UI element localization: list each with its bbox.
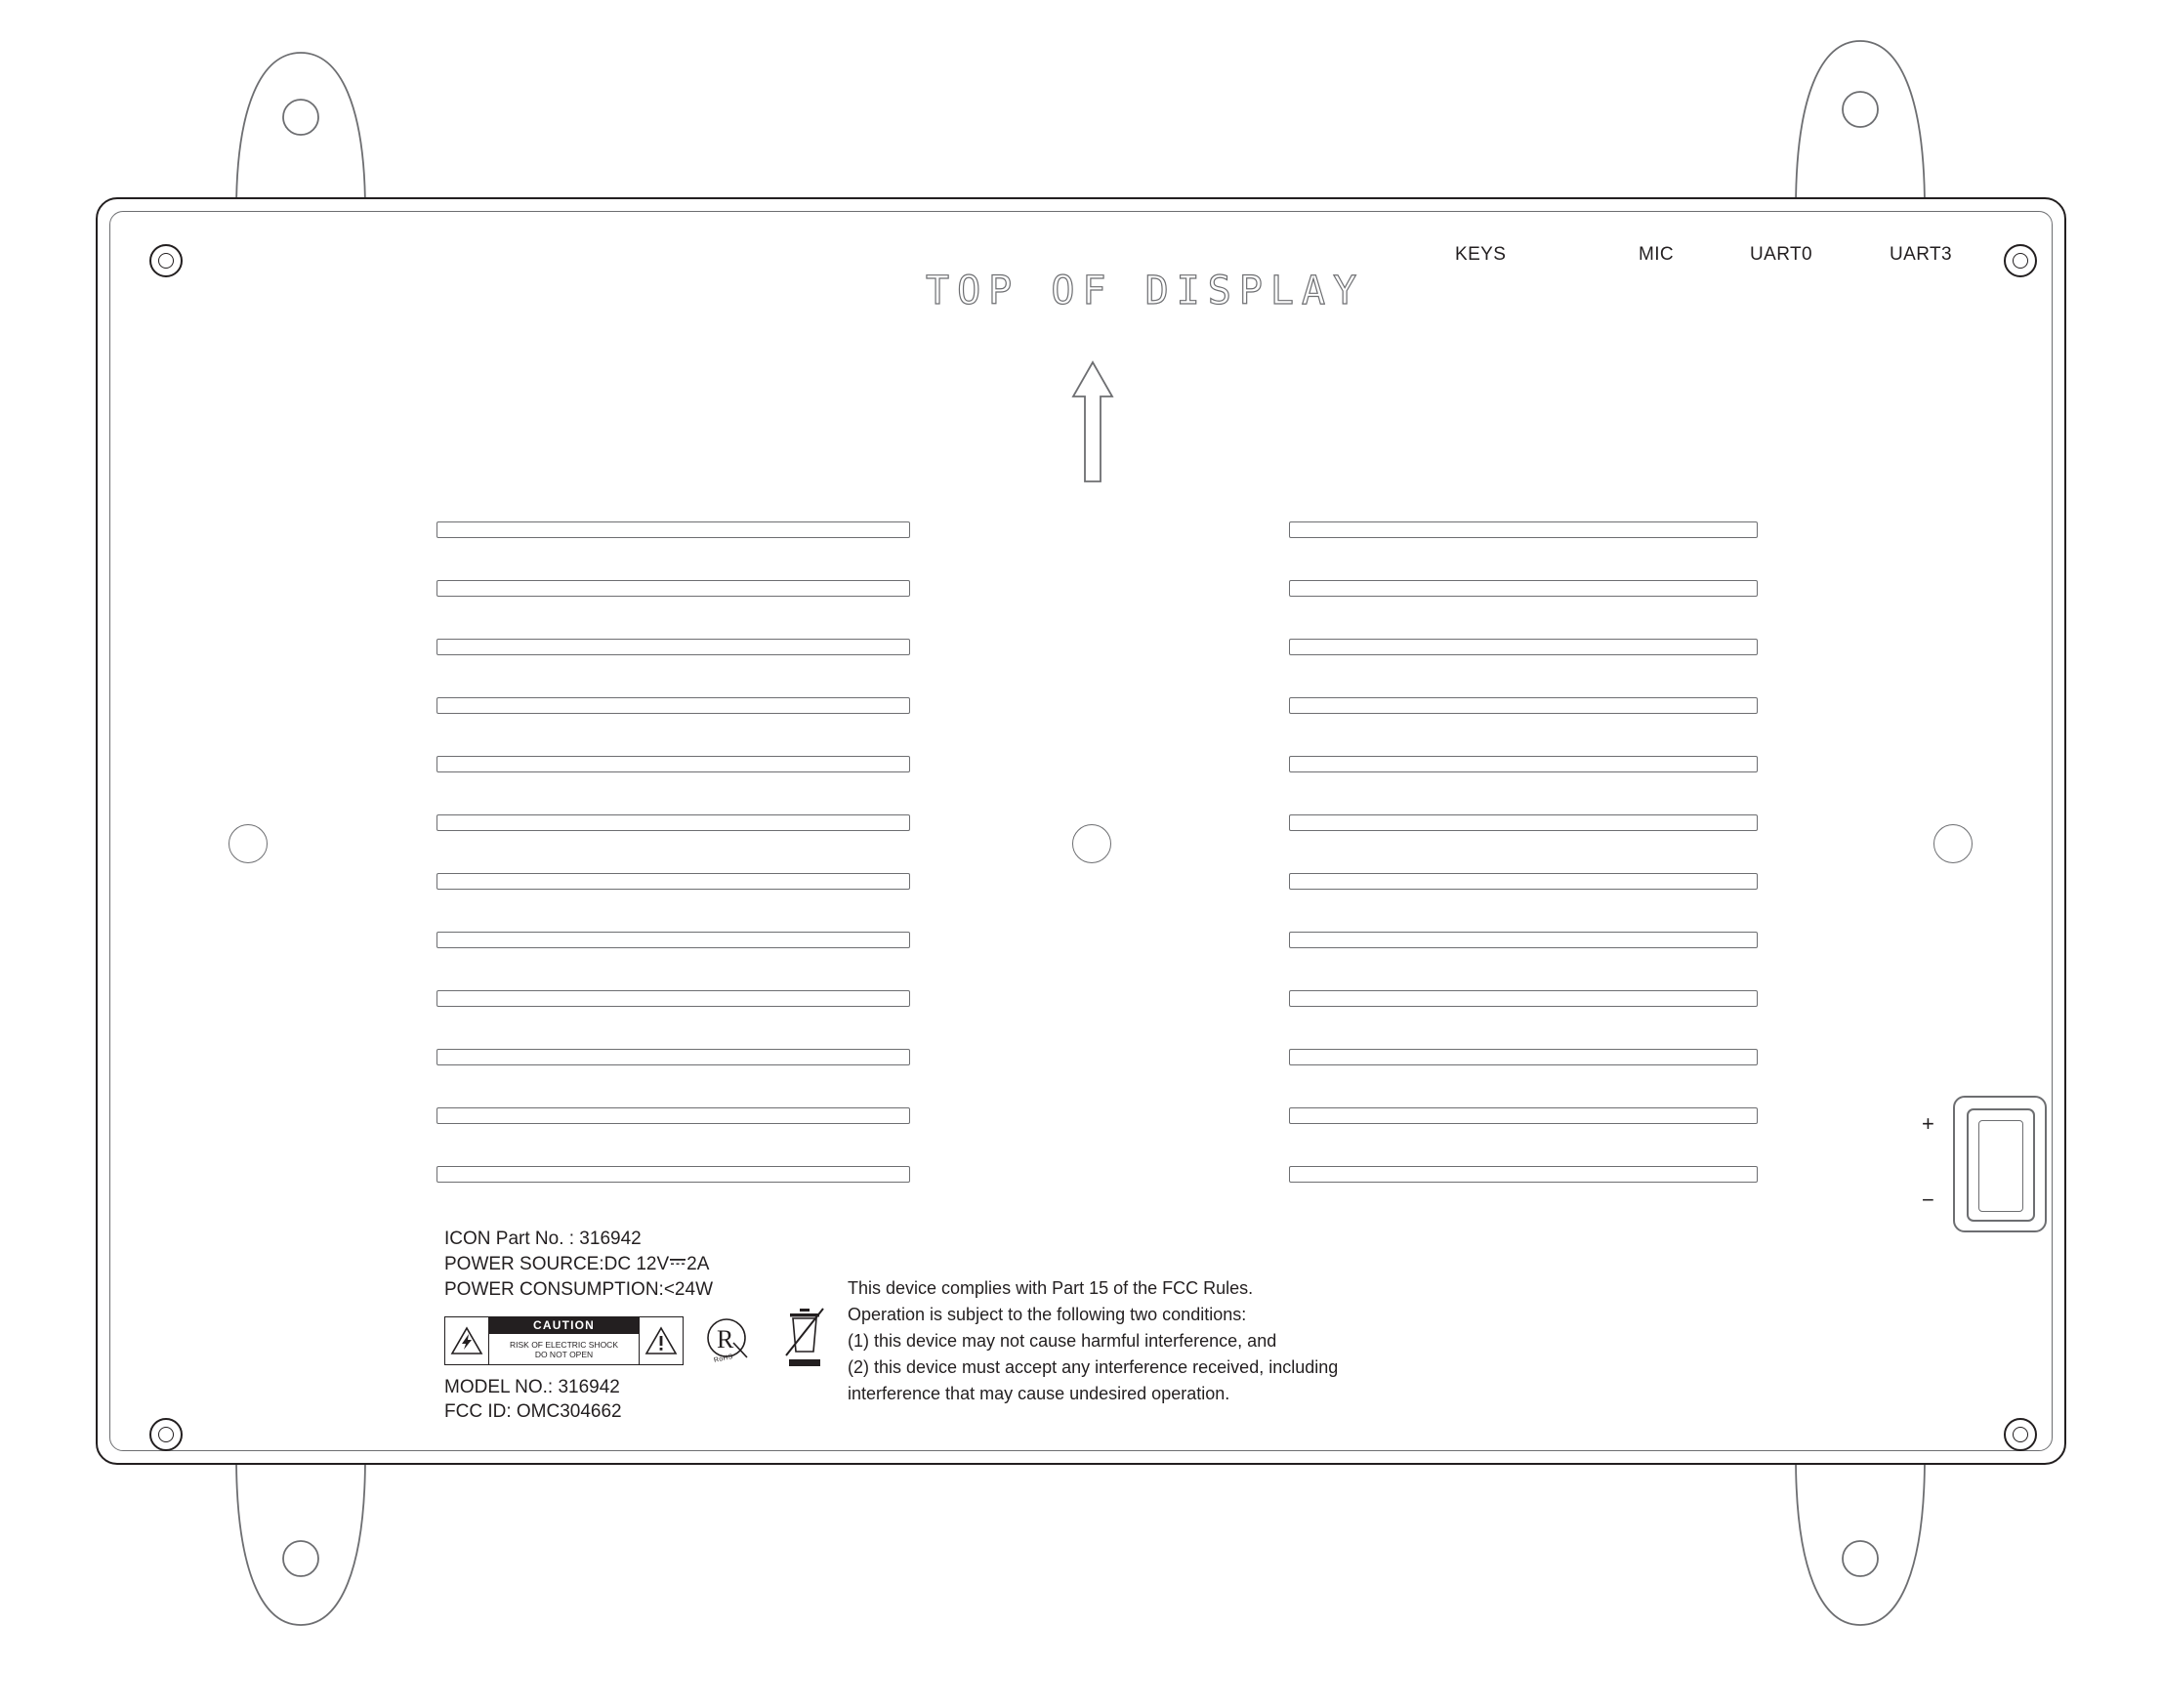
weee-bin-icon — [781, 1305, 828, 1375]
fcc-id: FCC ID: OMC304662 — [444, 1401, 622, 1422]
vent-slot — [436, 814, 910, 831]
right-vent-column — [1289, 521, 1758, 1195]
identifier-block — [444, 1375, 622, 1424]
screw-top-right — [2004, 244, 2037, 277]
screw-bottom-right — [2004, 1418, 2037, 1451]
fcc-statement-line: This device complies with Part 15 of the FCC Rules. — [848, 1278, 1254, 1298]
caution-subtext — [489, 1334, 639, 1364]
vent-slot — [436, 873, 910, 890]
vent-slot — [436, 697, 910, 714]
connector-label-uart0: UART0 — [1750, 244, 1812, 265]
vent-slot — [1289, 1107, 1758, 1124]
vent-slot — [436, 756, 910, 772]
fcc-statement-line: Operation is subject to the following two conditions: — [848, 1305, 1247, 1324]
mounting-tab-bottom-left — [223, 1455, 369, 1611]
vent-slot — [436, 639, 910, 655]
rohs-mark-icon — [703, 1316, 754, 1369]
vent-slot — [436, 521, 910, 538]
spec-text-block — [444, 1227, 713, 1303]
vent-slot — [1289, 932, 1758, 948]
spec-power-source-prefix: POWER SOURCE:DC 12V — [444, 1254, 670, 1274]
spec-power-source-suffix: 2A — [686, 1254, 710, 1274]
caution-text-area — [489, 1317, 639, 1364]
rohs-caption: RoHS — [713, 1354, 734, 1364]
fcc-statement-line: interference that may cause undesired operation. — [848, 1384, 1230, 1403]
standoff-left — [229, 824, 268, 863]
exclamation-triangle-icon — [639, 1317, 683, 1364]
vent-slot — [1289, 1049, 1758, 1065]
up-arrow-icon — [1070, 359, 1115, 484]
svg-text:R: R — [717, 1325, 734, 1354]
fcc-statement-line: (1) this device may not cause harmful interference, and — [848, 1331, 1277, 1351]
caution-title: CAUTION — [489, 1317, 639, 1334]
screw-bottom-left — [149, 1418, 183, 1451]
model-number: MODEL NO.: 316942 — [444, 1377, 620, 1397]
vent-slot — [436, 990, 910, 1007]
spec-power-consumption: POWER CONSUMPTION:<24W — [444, 1279, 713, 1300]
vent-slot — [436, 580, 910, 597]
vent-slot — [436, 1107, 910, 1124]
top-of-display-label: TOP OF DISPLAY — [926, 269, 1365, 313]
rocker-switch-actuator[interactable] — [1978, 1120, 2023, 1212]
fcc-statement-block — [848, 1275, 1338, 1407]
vent-slot — [1289, 580, 1758, 597]
vent-slot — [1289, 990, 1758, 1007]
caution-line-2: DO NOT OPEN — [534, 1349, 594, 1359]
standoff-right — [1933, 824, 1973, 863]
screw-top-left — [149, 244, 183, 277]
vent-slot — [436, 1166, 910, 1183]
vent-slot — [1289, 521, 1758, 538]
vent-slot — [436, 1049, 910, 1065]
connector-label-keys: KEYS — [1455, 244, 1507, 265]
rocker-switch[interactable] — [1953, 1096, 2047, 1232]
rocker-minus-label: − — [1922, 1187, 1934, 1212]
spec-power-source — [444, 1252, 713, 1277]
rocker-plus-label: + — [1922, 1111, 1934, 1136]
fcc-statement-line: (2) this device must accept any interference received, including — [848, 1357, 1339, 1377]
vent-slot — [436, 932, 910, 948]
left-vent-column — [436, 521, 910, 1195]
mounting-tab-top-right — [1782, 35, 1929, 191]
dc-symbol-icon — [669, 1250, 686, 1275]
mounting-tab-top-left — [223, 47, 369, 203]
vent-slot — [1289, 873, 1758, 890]
caution-plate — [444, 1316, 684, 1365]
lightning-bolt-triangle-icon — [445, 1317, 489, 1364]
vent-slot — [1289, 697, 1758, 714]
connector-label-mic: MIC — [1639, 244, 1675, 265]
rocker-switch-body[interactable] — [1967, 1108, 2035, 1222]
connector-label-uart3: UART3 — [1890, 244, 1952, 265]
mounting-tab-bottom-right — [1782, 1455, 1929, 1611]
spec-part-number: ICON Part No. : 316942 — [444, 1229, 642, 1249]
vent-slot — [1289, 756, 1758, 772]
standoff-center — [1072, 824, 1111, 863]
vent-slot — [1289, 1166, 1758, 1183]
caution-line-1: RISK OF ELECTRIC SHOCK — [510, 1339, 618, 1350]
vent-slot — [1289, 814, 1758, 831]
vent-slot — [1289, 639, 1758, 655]
